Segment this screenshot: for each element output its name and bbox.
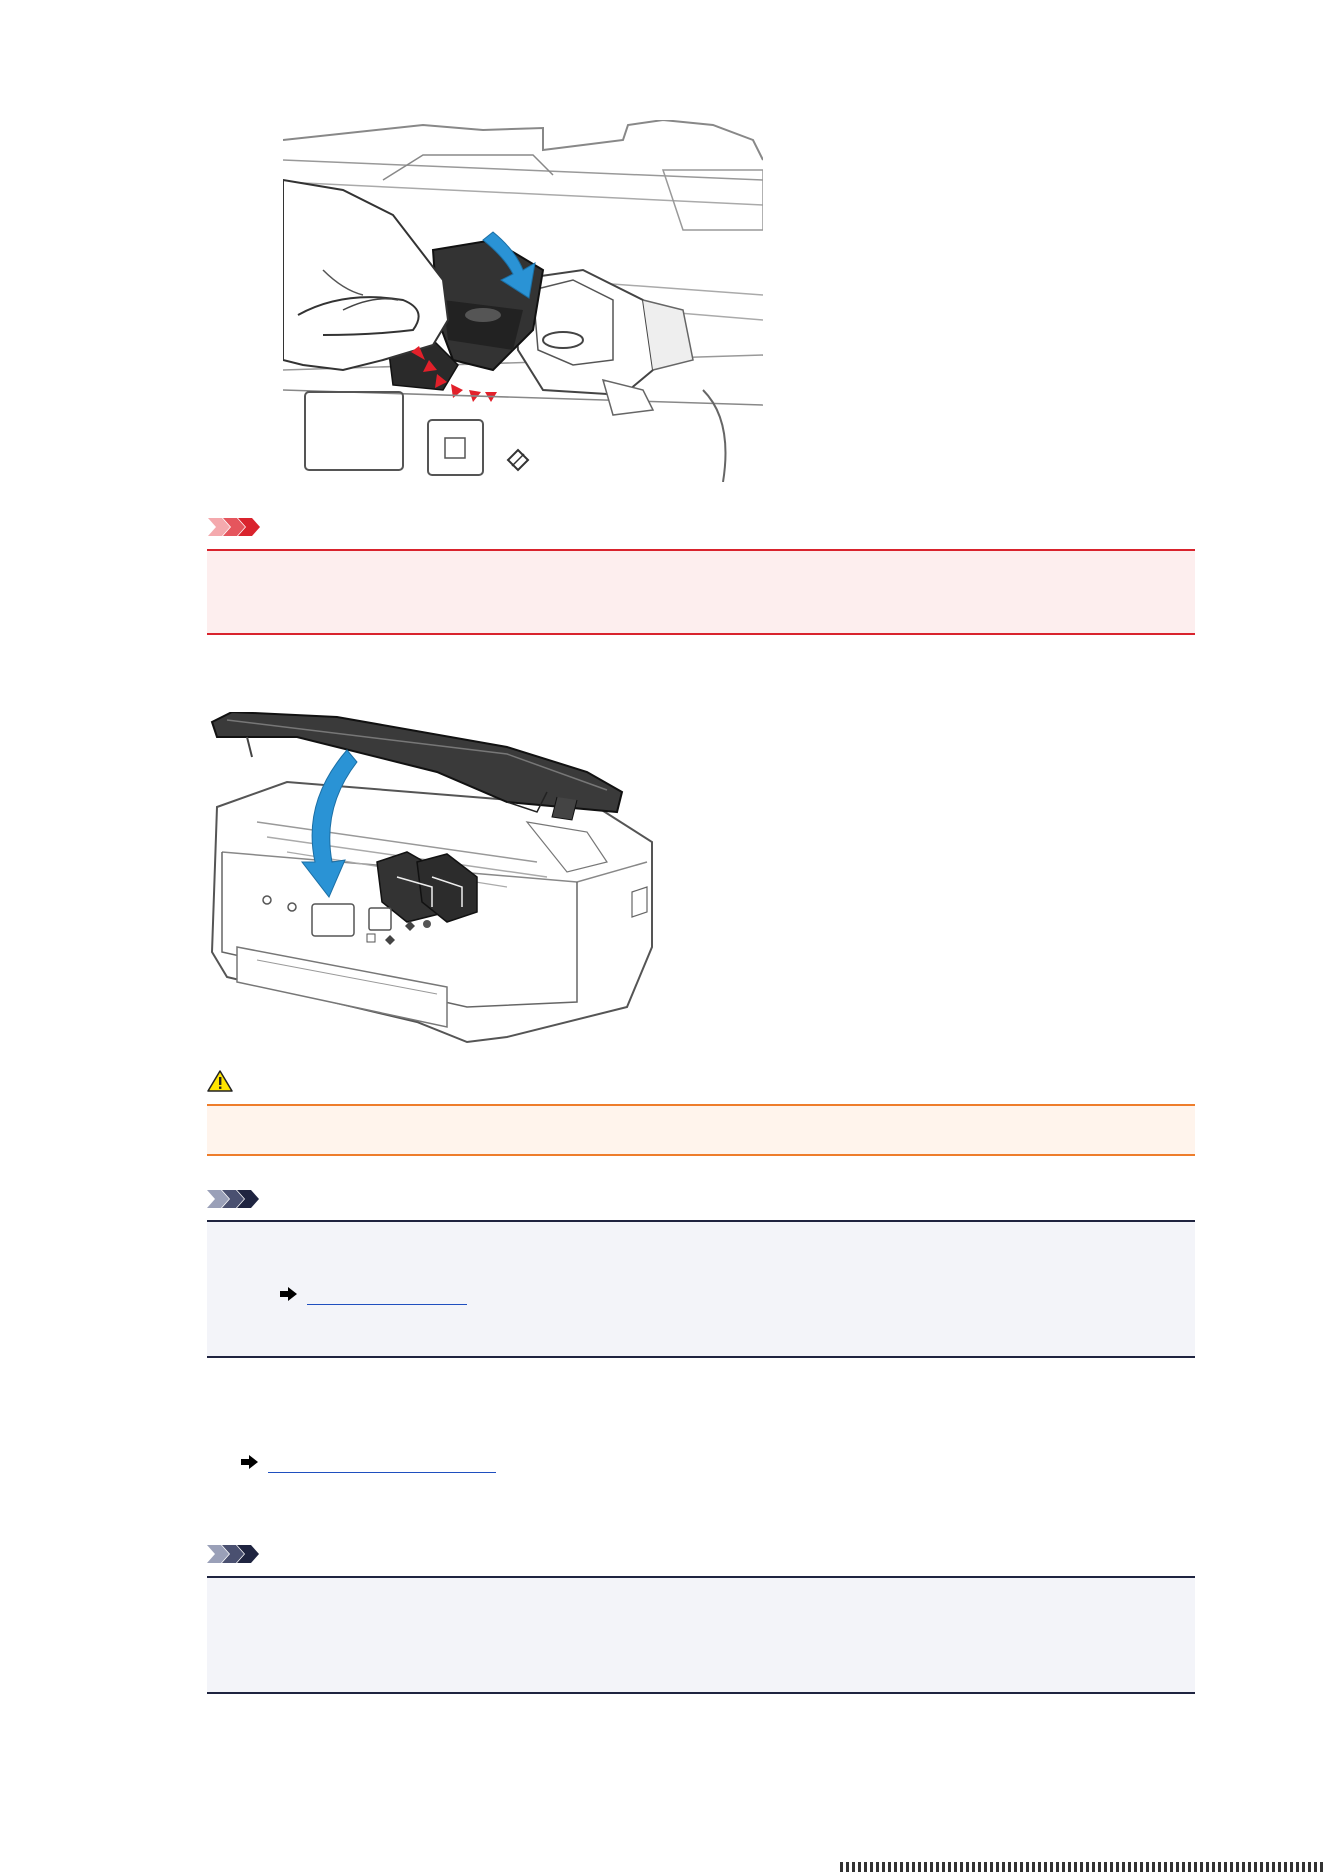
print-head-lock-figure [283,120,763,482]
caution-notice [207,1104,1195,1156]
close-scanner-unit-figure [207,712,662,1044]
note-marker-icon [207,1545,259,1563]
note-1-link[interactable] [307,1284,467,1305]
arrow-right-icon [240,1454,260,1470]
print-head-lock-lever-illustration [283,120,763,482]
body-link-line [240,1450,496,1474]
arrow-right-icon [279,1286,299,1302]
important-marker-icon [208,518,260,536]
footer-strip [840,1862,1324,1872]
note-marker-icon [207,1190,259,1208]
body-link[interactable] [268,1452,496,1473]
note-1-link-line [279,1282,467,1306]
close-scanner-unit-illustration [207,712,662,1044]
note-2 [207,1576,1195,1694]
note-1 [207,1220,1195,1358]
caution-triangle-icon [207,1070,233,1092]
important-notice [207,549,1195,635]
